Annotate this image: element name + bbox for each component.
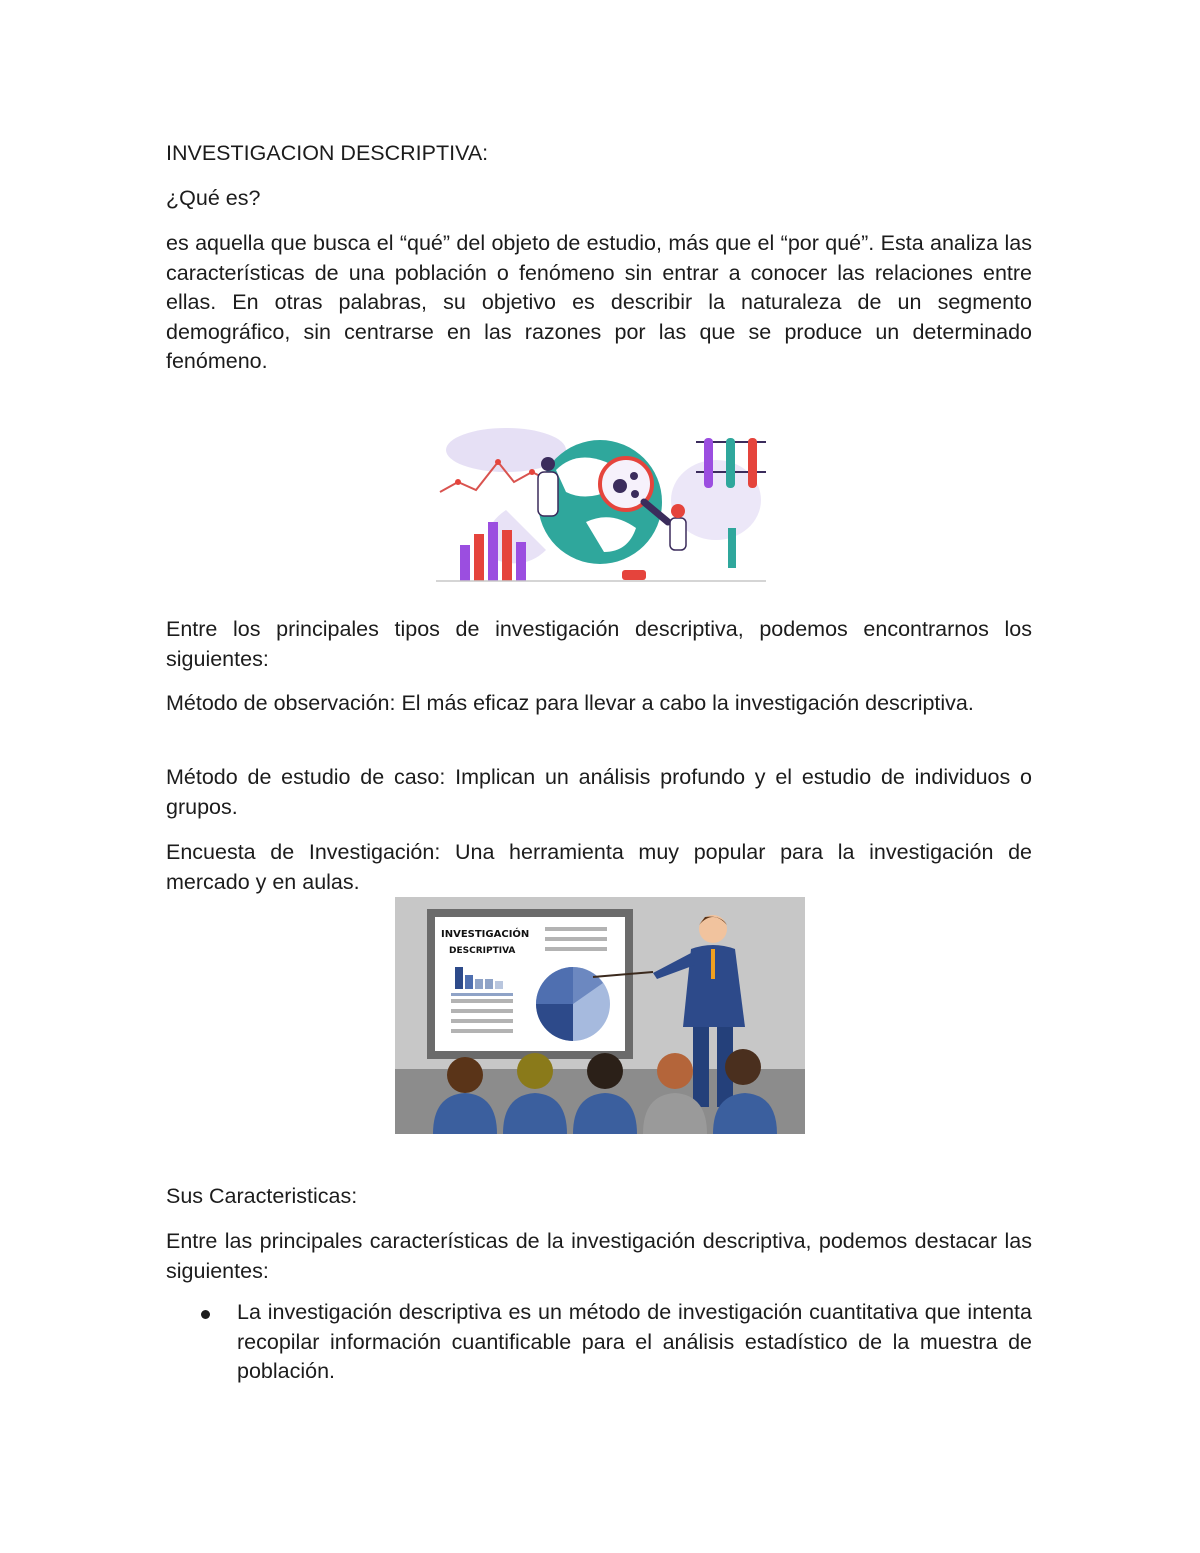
scientist-figure — [670, 518, 686, 550]
presentation-illustration-svg — [395, 897, 805, 1134]
type-survey: Encuesta de Investigación: Una herramienta muy popular para la investigación de mercado y en aulas. — [166, 840, 1032, 894]
scientist-figure — [538, 472, 558, 516]
characteristics-heading: Sus Caracteristicas: — [166, 1184, 358, 1208]
characteristics-intro: Entre las principales características de la investigación descriptiva, podemos destacar las siguientes: — [166, 1229, 1032, 1283]
science-research-illustration — [436, 410, 766, 586]
board-title-line2: DESCRIPTIVA — [449, 946, 516, 956]
scientist-head — [671, 504, 685, 518]
board-title-line1: INVESTIGACIÓN — [441, 929, 530, 940]
science-illustration-svg — [436, 410, 766, 586]
bullet-icon — [201, 1310, 210, 1319]
type-case-study: Método de estudio de caso: Implican un análisis profundo y el estudio de individuos o grupos. — [166, 765, 1032, 819]
type-observation: Método de observación: El más eficaz para llevar a cabo la investigación descriptiva. — [166, 691, 974, 715]
scientist-head — [541, 457, 555, 471]
test-tubes — [704, 438, 757, 488]
intro-paragraph: es aquella que busca el “qué” del objeto de estudio, más que el “por qué”. Esta analiza las características de una población o fenómeno sin entrar a conocer las relaciones entre ellas. En otras palabras, su objetivo es describir la naturaleza de un segmento demográfico, sin centrarse en las razones por las que se produce un determinado fenómeno. — [166, 231, 1032, 373]
presenter-tie — [711, 949, 715, 979]
presenter-leg — [693, 1027, 709, 1107]
pill — [622, 570, 646, 580]
presenter-head — [699, 915, 727, 943]
bullet-item: La investigación descriptiva es un método de investigación cuantitativa que intenta recopilar información cuantificable para el análisis estadístico de la muestra de población. — [237, 1300, 1032, 1383]
page-title: INVESTIGACION DESCRIPTIVA: — [166, 141, 489, 165]
board-pie-chart — [536, 967, 610, 1041]
question-heading: ¿Qué es? — [166, 186, 261, 210]
types-intro-paragraph: Entre los principales tipos de investigación descriptiva, podemos encontrarnos los siguientes: — [166, 617, 1032, 671]
presentation-illustration — [395, 897, 805, 1134]
syringe — [728, 528, 736, 568]
